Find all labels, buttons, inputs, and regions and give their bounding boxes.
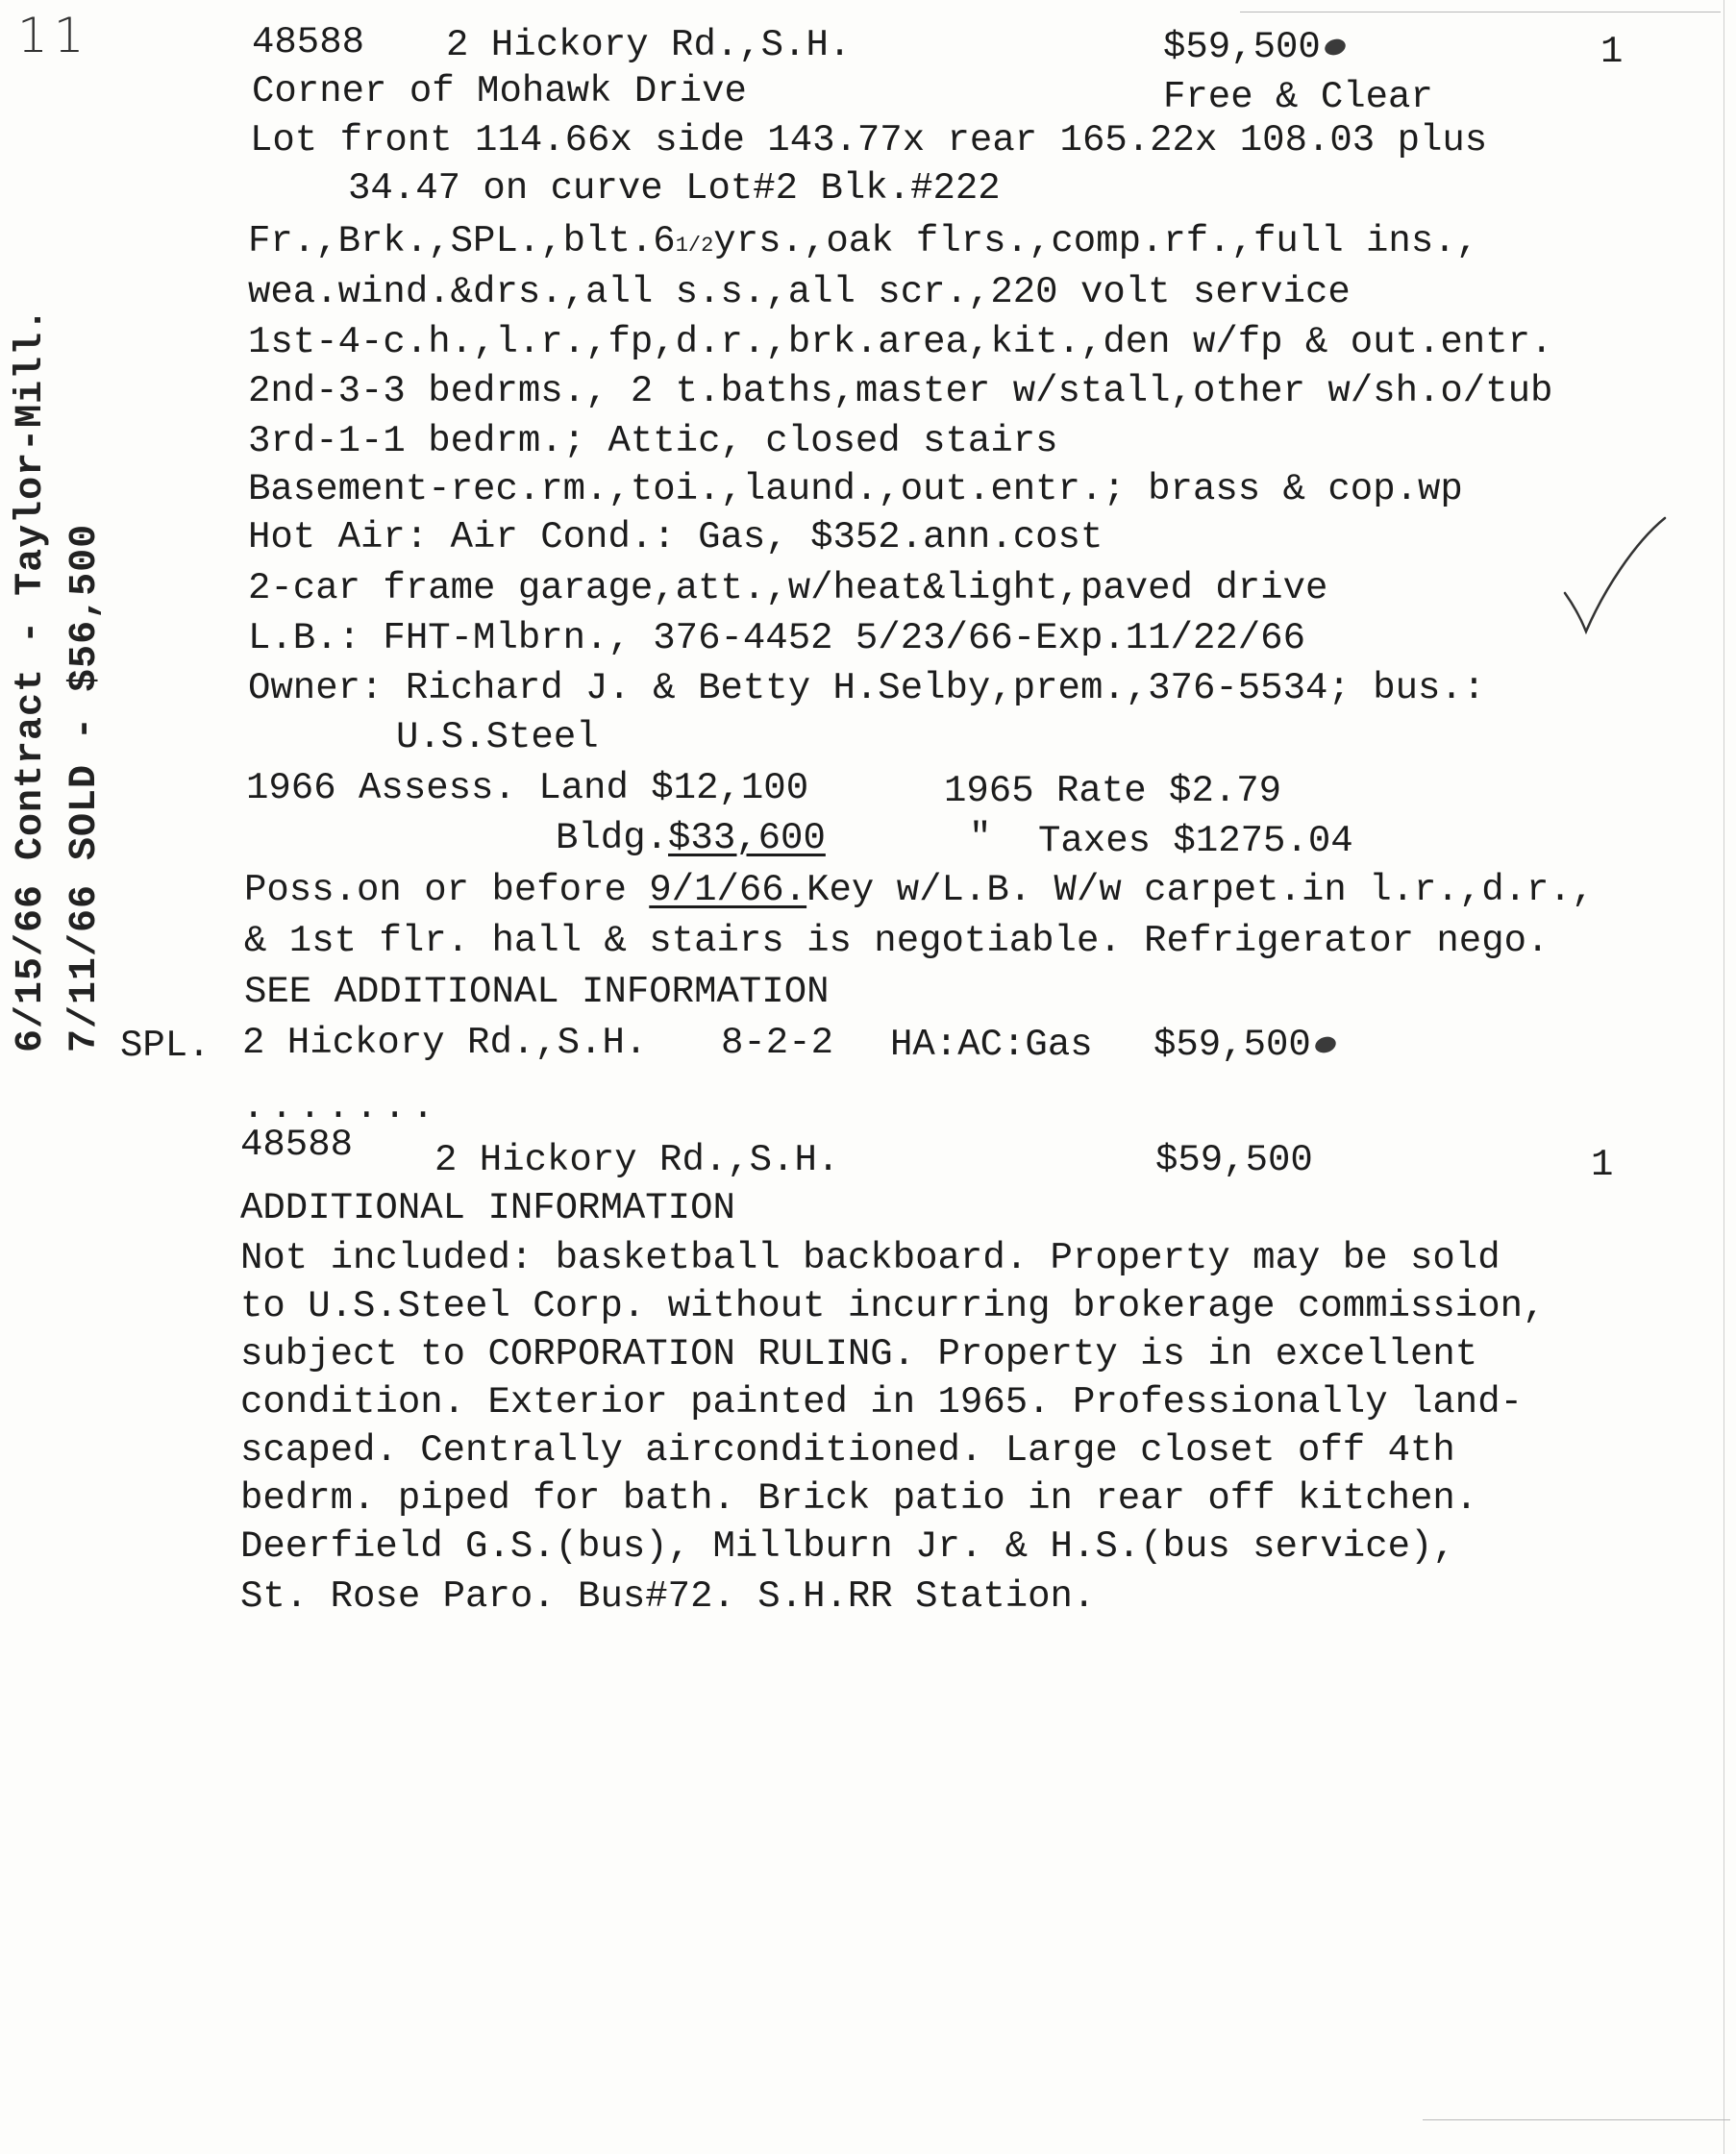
- construction-text: Fr.,Brk.,SPL.,blt.6: [248, 220, 676, 262]
- taxes-amount: Taxes $1275.04: [1038, 820, 1353, 862]
- spl-label: SPL.: [120, 1025, 211, 1067]
- additional-line: Not included: basketball backboard. Property may be sold: [240, 1237, 1500, 1279]
- assessment-building-value: $33,600: [668, 817, 826, 859]
- corner-handwritten-mark: 11: [17, 8, 90, 63]
- listing-id: 48588: [252, 21, 365, 63]
- see-additional-info: SEE ADDITIONAL INFORMATION: [244, 971, 830, 1013]
- summary-price-row: [1153, 1024, 1336, 1066]
- first-floor-rooms: 1st-4-c.h.,l.r.,fp,d.r.,brk.area,kit.,den w/fp & out.entr.: [248, 321, 1553, 363]
- summary-utilities: HA:AC:Gas: [890, 1024, 1093, 1066]
- scan-edge-bottom: [1423, 2119, 1730, 2120]
- second-floor-rooms: 2nd-3-3 bedrms., 2 t.baths,master w/stall,other w/sh.o/tub: [248, 370, 1553, 412]
- check-mark-icon: [1557, 514, 1673, 639]
- additional-heading: ADDITIONAL INFORMATION: [240, 1187, 735, 1229]
- possession-line2: & 1st flr. hall & stairs is negotiable. Refrigerator nego.: [244, 920, 1550, 962]
- construction-text-cont: yrs.,oak flrs.,comp.rf.,full ins.,: [713, 220, 1479, 262]
- possession-text: Poss.on or before: [244, 869, 650, 911]
- additional-line: St. Rose Paro. Bus#72. S.H.RR Station.: [240, 1575, 1096, 1618]
- lot-dimensions-line1: Lot front 114.66x side 143.77x rear 165.22x 108.03 plus: [250, 119, 1488, 161]
- additional-line: Deerfield G.S.(bus), Millburn Jr. & H.S.(bus service),: [240, 1525, 1455, 1568]
- price-ink-dot: [1323, 37, 1348, 58]
- listing-page-number: 1: [1600, 31, 1624, 73]
- additional-line: bedrm. piped for bath. Brick patio in rear off kitchen.: [240, 1477, 1478, 1520]
- assessment-building: [556, 817, 826, 859]
- listing-corner: Corner of Mohawk Drive: [252, 70, 747, 112]
- vertical-contract-note: 6/15/66 Contract - Taylor-Mill.: [10, 307, 53, 1052]
- third-floor-rooms: 3rd-1-1 bedrm.; Attic, closed stairs: [248, 420, 1058, 462]
- tax-rate: 1965 Rate $2.79: [944, 770, 1282, 812]
- listing-address: 2 Hickory Rd.,S.H.: [446, 24, 852, 66]
- owner-line2: U.S.Steel: [396, 716, 599, 758]
- additional-line: condition. Exterior painted in 1965. Professionally land-: [240, 1381, 1524, 1424]
- lockbox-details: L.B.: FHT-Mlbrn., 376-4452 5/23/66-Exp.11/22/66: [248, 617, 1305, 659]
- assessment-land: 1966 Assess. Land $12,100: [246, 767, 809, 809]
- dot-leader: .......: [242, 1086, 440, 1128]
- garage-details: 2-car frame garage,att.,w/heat&light,paved drive: [248, 567, 1328, 609]
- construction-fraction: 1/2: [675, 234, 714, 258]
- summary-price: $59,500: [1153, 1024, 1311, 1066]
- summary-ink-dot: [1313, 1034, 1338, 1055]
- possession-text-cont: Key w/L.B. W/w carpet.in l.r.,d.r.,: [806, 869, 1595, 911]
- construction-line1: [248, 220, 1479, 262]
- ditto-mark: ": [969, 817, 992, 859]
- listing-price: $59,500: [1163, 26, 1321, 68]
- vertical-sold-note: 7/11/66 SOLD - $56,500: [63, 523, 107, 1052]
- owner-line1: Owner: Richard J. & Betty H.Selby,prem.,376-5534; bus.:: [248, 667, 1486, 709]
- listing-title-status: Free & Clear: [1163, 76, 1433, 118]
- additional-line: scaped. Centrally airconditioned. Large closet off 4th: [240, 1429, 1455, 1472]
- assessment-building-label: Bldg.: [556, 817, 669, 859]
- additional-address: 2 Hickory Rd.,S.H.: [434, 1139, 840, 1181]
- summary-rooms: 8-2-2: [721, 1022, 834, 1064]
- construction-line2: wea.wind.&drs.,all s.s.,all scr.,220 volt service: [248, 271, 1351, 313]
- additional-page-number: 1: [1591, 1144, 1614, 1186]
- heating-details: Hot Air: Air Cond.: Gas, $352.ann.cost: [248, 516, 1104, 558]
- lot-dimensions-line2: 34.47 on curve Lot#2 Blk.#222: [348, 167, 1001, 210]
- additional-line: subject to CORPORATION RULING. Property is in excellent: [240, 1333, 1478, 1375]
- additional-id: 48588: [240, 1124, 354, 1166]
- possession-line1: [244, 869, 1595, 911]
- listing-price-row: [1163, 26, 1346, 68]
- additional-line: to U.S.Steel Corp. without incurring brokerage commission,: [240, 1285, 1546, 1327]
- possession-date: 9/1/66.: [649, 869, 807, 911]
- basement-details: Basement-rec.rm.,toi.,laund.,out.entr.; brass & cop.wp: [248, 468, 1463, 510]
- additional-price: $59,500: [1155, 1139, 1313, 1181]
- summary-address: 2 Hickory Rd.,S.H.: [242, 1022, 648, 1064]
